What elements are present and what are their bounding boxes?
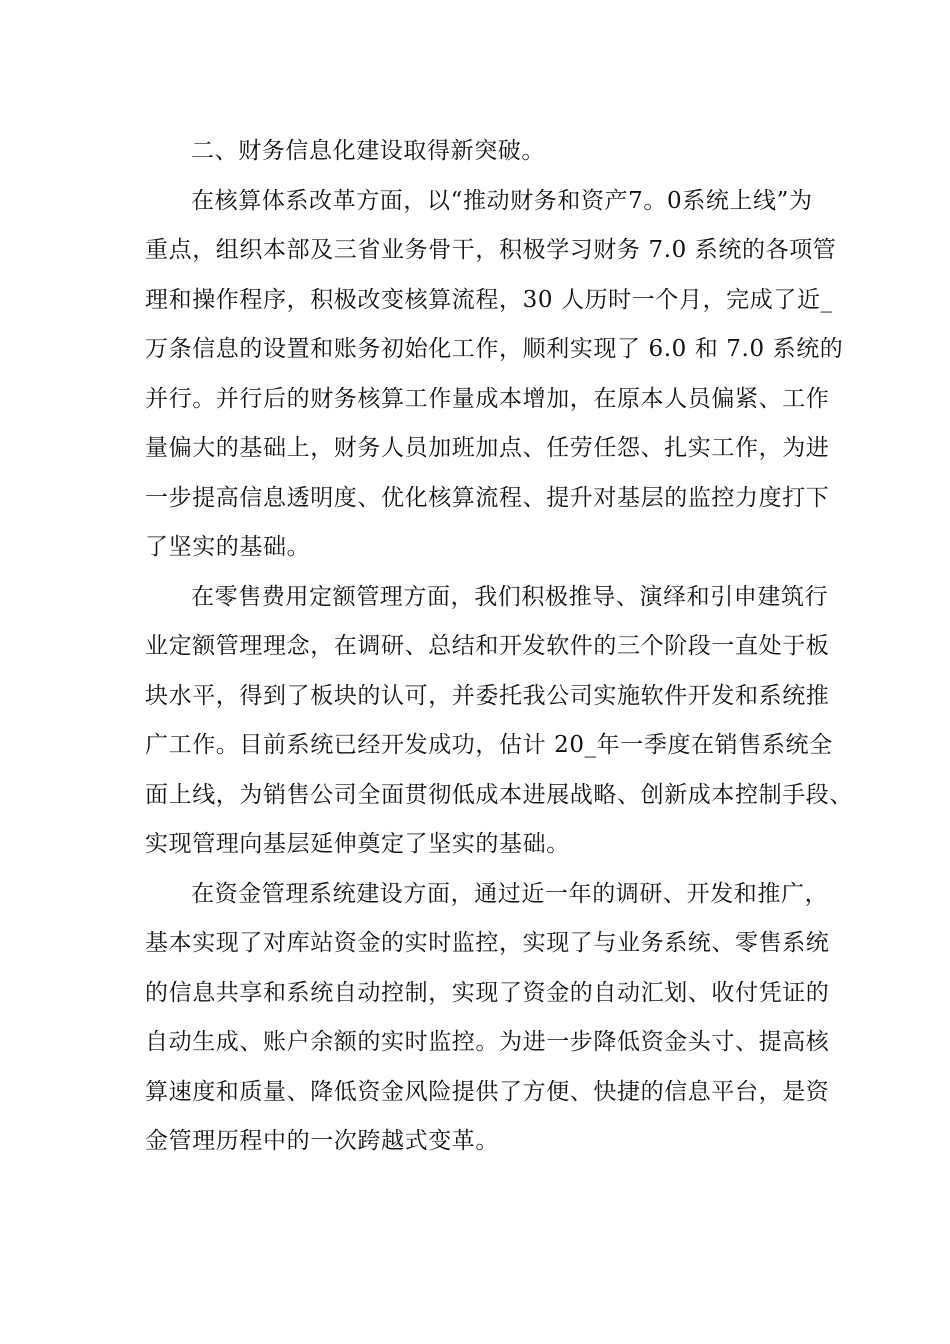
paragraph-line: 自动生成、账户余额的实时监控。为进一步降低资金头寸、提高核: [145, 1029, 830, 1055]
section-heading: 二、财务信息化建设取得新突破。: [191, 138, 545, 164]
paragraph-line: 量偏大的基础上，财务人员加班加点、任劳任怨、扎实工作，为进: [145, 435, 830, 461]
paragraph-line: 并行。并行后的财务核算工作量成本增加，在原本人员偏紧、工作: [145, 385, 830, 412]
paragraph-line: 面上线，为销售公司全面贯彻低成本进展战略、创新成本控制手段、: [145, 781, 853, 808]
document-body: [145, 127, 853, 1167]
paragraph-line: 块水平，得到了板块的认可，并委托我公司实施软件开发和系统推: [145, 682, 830, 709]
paragraph-line: 广工作。目前系统已经开发成功，估计 20_年一季度在销售系统全: [145, 732, 833, 758]
paragraph-line: 在核算体系改革方面，以“推动财务和资产7。0系统上线”为: [191, 187, 813, 214]
paragraph-line: 万条信息的设置和账务初始化工作，顺利实现了 6.0 和 7.0 系统的: [145, 336, 844, 362]
paragraph-fund-management: [145, 870, 830, 1167]
paragraph-line: 基本实现了对库站资金的实时监控，实现了与业务系统、零售系统: [145, 930, 830, 956]
paragraph-line: 业定额管理理念，在调研、总结和开发软件的三个阶段一直处于板: [145, 633, 830, 659]
paragraph-line: 在资金管理系统建设方面，通过近一年的调研、开发和推广，: [191, 880, 829, 907]
paragraph-line: 一步提高信息透明度、优化核算流程、提升对基层的监控力度打下: [145, 484, 830, 511]
paragraph-line: 理和操作程序，积极改变核算流程，30 人历时一个月，完成了近_: [145, 286, 833, 313]
paragraph-retail-quota: [145, 573, 853, 870]
paragraph-accounting-reform: [145, 177, 844, 573]
paragraph-line: 在零售费用定额管理方面，我们积极推导、演绎和引申建筑行: [191, 583, 829, 610]
paragraph-line: 金管理历程中的一次跨越式变革。: [145, 1128, 499, 1154]
paragraph-line: 了坚实的基础。: [145, 534, 311, 560]
paragraph-line: 重点，组织本部及三省业务骨干，积极学习财务 7.0 系统的各项管: [145, 237, 837, 263]
paragraph-line: 算速度和质量、降低资金风险提供了方便、快捷的信息平台，是资: [145, 1078, 830, 1105]
paragraph-line: 的信息共享和系统自动控制，实现了资金的自动汇划、收付凭证的: [145, 979, 830, 1006]
paragraph-line: 实现管理向基层延伸奠定了坚实的基础。: [145, 831, 570, 857]
